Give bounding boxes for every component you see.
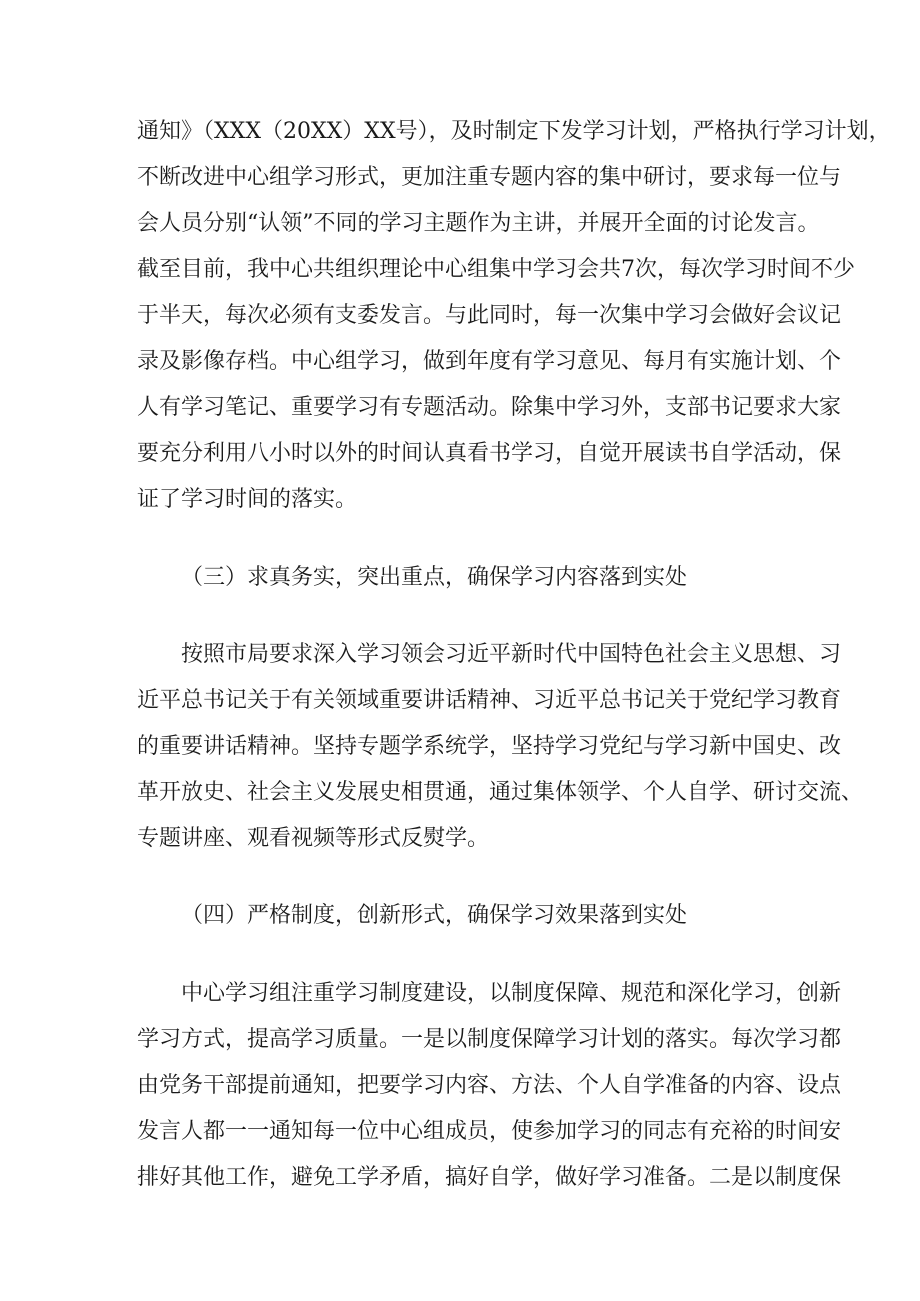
paragraph-line: 中心学习组注重学习制度建设，以制度保障、规范和深化学习，创新 xyxy=(181,981,842,1006)
paragraph-line: 要充分利用八小时以外的时间认真看书学习，自觉开展读书自学活动，保 xyxy=(137,441,842,466)
paragraph-line: 革开放史、社会主义发展史相贯通，通过集体领学、个人自学、研讨交流、 xyxy=(137,780,864,805)
paragraph-line: 按照市局要求深入学习领会习近平新时代中国特色社会主义思想、习 xyxy=(181,642,842,667)
paragraph-line: 排好其他工作，避免工学矛盾，搞好自学，做好学习准备。二是以制度保 xyxy=(137,1165,842,1190)
paragraph-line: 发言人都一一通知每一位中心组成员，使参加学习的同志有充裕的时间安 xyxy=(137,1119,842,1144)
paragraph-line: 专题讲座、观看视频等形式反熨学。 xyxy=(137,826,490,851)
section-heading-3: （三）求真务实，突出重点，确保学习内容落到实处 xyxy=(181,565,688,590)
paragraph-line: 不断改进中心组学习形式，更加注重专题内容的集中研讨，要求每一位与 xyxy=(137,165,842,190)
paragraph-line: 会人员分别“认领”不同的学习主题作为主讲，并展开全面的讨论发言。 xyxy=(137,211,820,236)
paragraph-line: 截至目前，我中心共组织理论中心组集中学习会共7次，每次学习时间不少 xyxy=(137,257,855,282)
section-heading-4: （四）严格制度，创新形式，确保学习效果落到实处 xyxy=(181,903,688,928)
paragraph-line: 于半天，每次必须有支委发言。与此同时，每一次集中学习会做好会议记 xyxy=(137,303,842,328)
paragraph-line: 学习方式，提高学习质量。一是以制度保障学习计划的落实。每次学习都 xyxy=(137,1027,842,1052)
paragraph-line: 证了学习时间的落实。 xyxy=(137,487,358,512)
paragraph-line: 由党务干部提前通知，把要学习内容、方法、个人自学准备的内容、设点 xyxy=(137,1073,842,1098)
paragraph-line: 人有学习笔记、重要学习有专题活动。除集中学习外，支部书记要求大家 xyxy=(137,395,842,420)
paragraph-line: 近平总书记关于有关领域重要讲话精神、习近平总书记关于党纪学习教育 xyxy=(137,688,842,713)
paragraph-line: 录及影像存档。中心组学习，做到年度有学习意见、每月有实施计划、个 xyxy=(137,349,842,374)
paragraph-line: 的重要讲话精神。坚持专题学系统学，坚持学习党纪与学习新中国史、改 xyxy=(137,734,842,759)
paragraph-line: 通知》（XXX（20XX）XX号），及时制定下发学习计划，严格执行学习计划， xyxy=(137,119,891,144)
